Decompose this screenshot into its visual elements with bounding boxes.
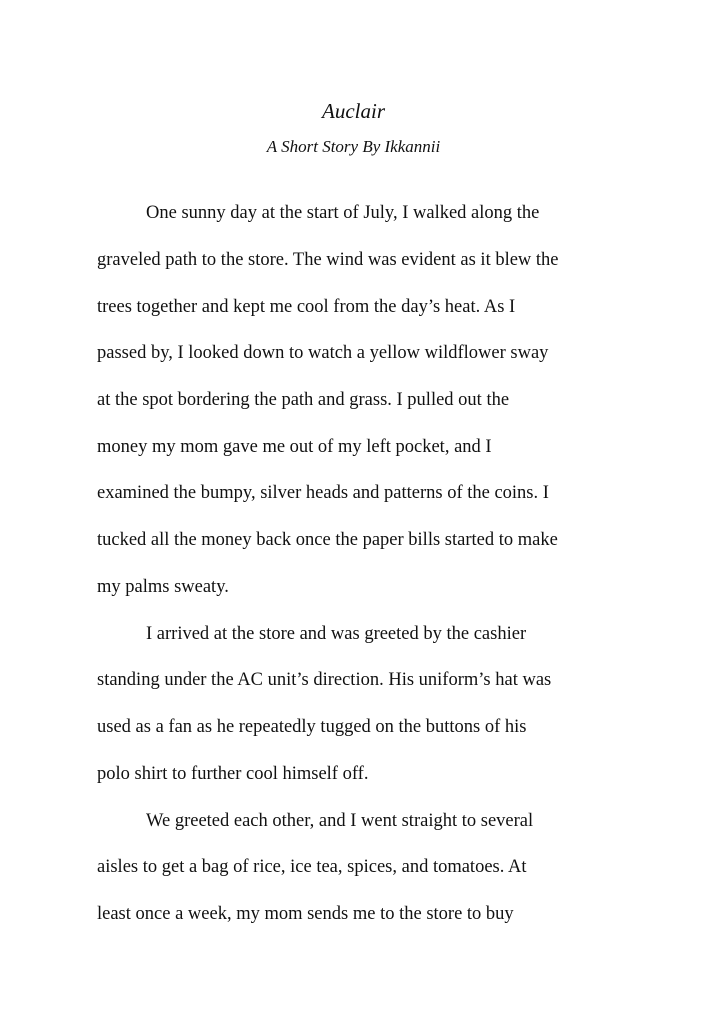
- paragraph-2-line-2: standing under the AC unit’s direction. His uniform’s hat was: [97, 670, 552, 690]
- paragraph-1-line-2: graveled path to the store. The wind was evident as it blew the: [97, 250, 559, 270]
- paragraph-1-line-3: trees together and kept me cool from the day’s heat. As I: [97, 297, 516, 317]
- paragraph-2-line-3: used as a fan as he repeatedly tugged on the buttons of his: [97, 717, 527, 737]
- paragraph-1-line-6: money my mom gave me out of my left pocket, and I: [97, 437, 492, 457]
- paragraph-1-line-1: One sunny day at the start of July, I walked along the: [146, 203, 540, 223]
- paragraph-1-line-5: at the spot bordering the path and grass. I pulled out the: [97, 390, 510, 410]
- story-title: Auclair: [322, 99, 385, 123]
- paragraph-1-line-7: examined the bumpy, silver heads and patterns of the coins. I: [97, 483, 549, 503]
- paragraph-3-line-1: We greeted each other, and I went straight to several: [146, 811, 534, 831]
- story-byline: A Short Story By Ikkannii: [266, 137, 441, 156]
- paragraph-1-line-8: tucked all the money back once the paper bills started to make: [97, 530, 558, 550]
- paragraph-2-line-4: polo shirt to further cool himself off.: [97, 764, 369, 784]
- paragraph-3-line-3: least once a week, my mom sends me to the store to buy: [97, 904, 514, 924]
- paragraph-1-line-9: my palms sweaty.: [97, 577, 229, 597]
- paragraph-1-line-4: passed by, I looked down to watch a yellow wildflower sway: [97, 343, 549, 363]
- paragraph-2-line-1: I arrived at the store and was greeted by the cashier: [146, 624, 527, 644]
- paragraph-3-line-2: aisles to get a bag of rice, ice tea, spices, and tomatoes. At: [97, 857, 527, 877]
